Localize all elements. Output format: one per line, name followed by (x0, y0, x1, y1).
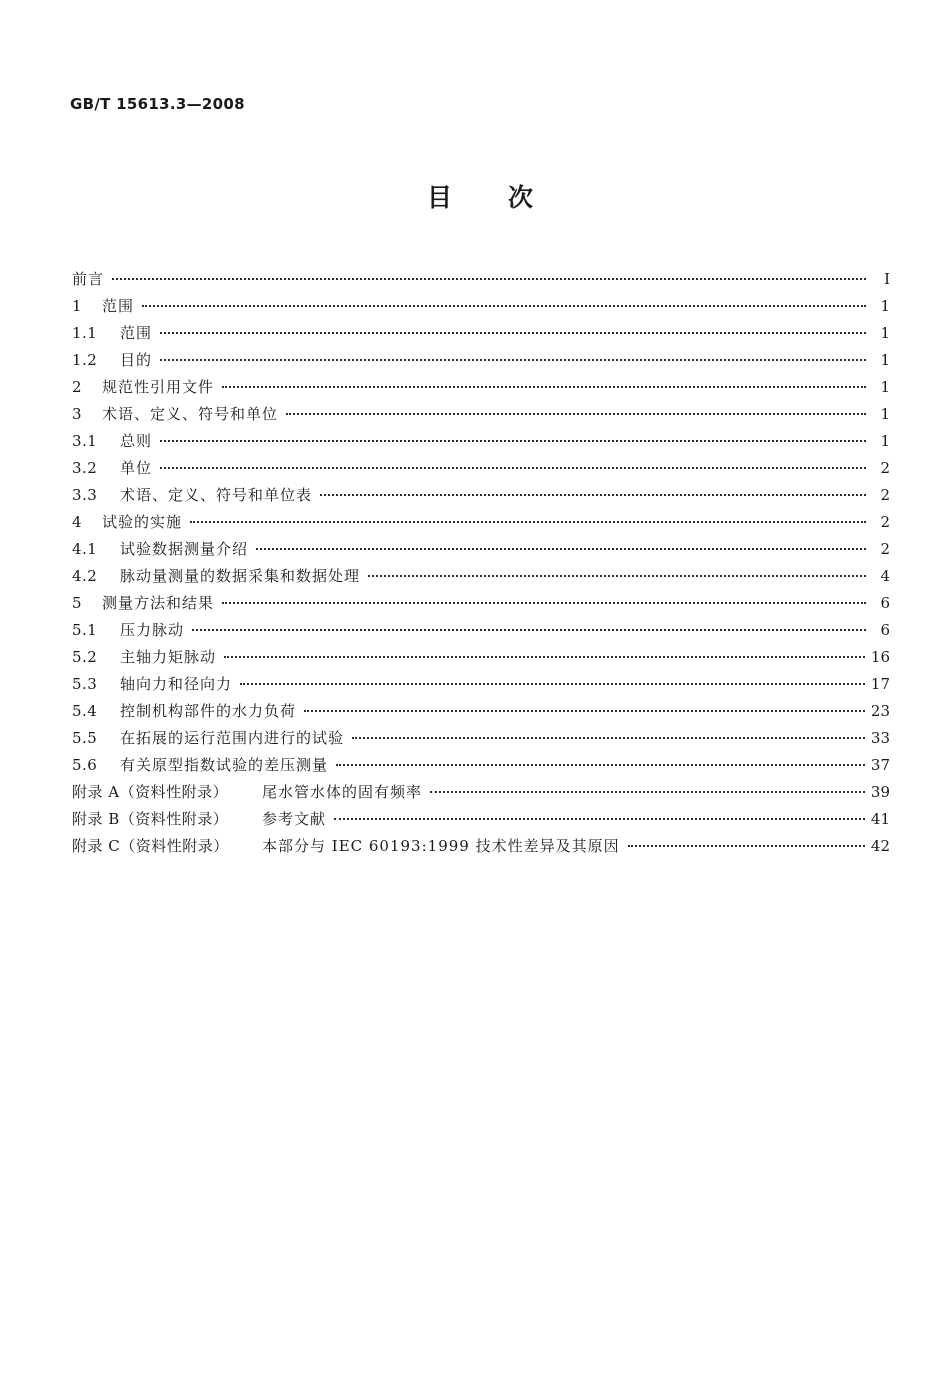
toc-section-number: 5.5 (72, 729, 98, 747)
toc-entry-title: 控制机构部件的水力负荷 (120, 702, 297, 720)
leader-dots (368, 575, 866, 577)
toc-entry-title: 术语、定义、符号和单位 (102, 405, 279, 423)
toc-entry-3-2[interactable] (72, 455, 890, 482)
toc-entry-title: 本部分与 IEC 60193:1999 技术性差异及其原因 (262, 837, 620, 855)
leader-dots (222, 602, 866, 604)
toc-entry-title: 试验的实施 (102, 513, 183, 531)
leader-dots (160, 440, 866, 442)
toc-entry-title: 试验数据测量介绍 (120, 540, 249, 558)
leader-dots (430, 791, 865, 793)
toc-page-number: 2 (880, 459, 890, 477)
toc-page-number: 17 (870, 675, 890, 693)
toc-entry-title: 目的 (120, 351, 153, 369)
toc-entry-title: 总则 (120, 432, 153, 450)
leader-dots (160, 359, 866, 361)
toc-entry-4-2[interactable] (72, 563, 890, 590)
toc-section-number: 3.3 (72, 486, 98, 504)
toc-page-number: 1 (880, 297, 890, 315)
toc-section-number: 4.1 (72, 540, 98, 558)
toc-page-number: 16 (870, 648, 890, 666)
toc-entry-4[interactable] (72, 509, 890, 536)
toc-entry-5-3[interactable] (72, 671, 890, 698)
toc-entry-3-1[interactable] (72, 428, 890, 455)
leader-dots (286, 413, 866, 415)
toc-entry-title: 压力脉动 (120, 621, 185, 639)
toc-entry-title: 轴向力和径向力 (120, 675, 233, 693)
toc-entry-title: 术语、定义、符号和单位表 (120, 486, 313, 504)
leader-dots (320, 494, 866, 496)
toc-section-number: 3 (72, 405, 83, 423)
toc-entry-title: 规范性引用文件 (102, 378, 215, 396)
toc-page-number: 33 (870, 729, 890, 747)
toc-entry-title: 主轴力矩脉动 (120, 648, 217, 666)
toc-entry-title: 参考文献 (262, 810, 327, 828)
toc-section-number: 1 (72, 297, 83, 315)
toc-page-number: 1 (880, 432, 890, 450)
toc-entry-1-1[interactable] (72, 320, 890, 347)
page-title-char-2: 次 (508, 183, 534, 212)
toc-page-number: 41 (870, 810, 890, 828)
toc-page-number: 2 (880, 513, 890, 531)
leader-dots (628, 845, 865, 847)
toc-page-number: 1 (880, 405, 890, 423)
toc-entry-title: 单位 (120, 459, 153, 477)
toc-section-number: 1.2 (72, 351, 98, 369)
leader-dots (256, 548, 866, 550)
toc-annex-label: 附录 B（资料性附录） (72, 810, 229, 828)
toc-entry-3[interactable] (72, 401, 890, 428)
toc-page-number: 2 (880, 540, 890, 558)
toc-page-number: 4 (880, 567, 890, 585)
toc-entry-5-1[interactable] (72, 617, 890, 644)
leader-dots (190, 521, 866, 523)
leader-dots (222, 386, 866, 388)
toc-section-number: 1.1 (72, 324, 98, 342)
leader-dots (142, 305, 866, 307)
toc-section-number: 5.2 (72, 648, 98, 666)
toc-entry-title: 范围 (102, 297, 135, 315)
toc-page-number: 39 (870, 783, 890, 801)
toc-page-number: 1 (880, 324, 890, 342)
toc-entry-5-6[interactable] (72, 752, 890, 779)
toc-entry-title: 范围 (120, 324, 153, 342)
toc-annex-label: 附录 C（资料性附录） (72, 837, 229, 855)
toc-section-number: 5.6 (72, 756, 98, 774)
toc-section-number: 3.2 (72, 459, 98, 477)
toc-entry-foreword[interactable] (72, 266, 890, 293)
toc-entry-1-2[interactable] (72, 347, 890, 374)
toc-annex-label: 附录 A（资料性附录） (72, 783, 229, 801)
toc-section-number: 4 (72, 513, 83, 531)
toc-entry-3-3[interactable] (72, 482, 890, 509)
toc-page-number: 2 (880, 486, 890, 504)
toc-page-number: 42 (870, 837, 890, 855)
toc-entry-5[interactable] (72, 590, 890, 617)
table-of-contents (72, 266, 890, 860)
toc-entry-title: 尾水管水体的固有频率 (262, 783, 423, 801)
toc-entry-1[interactable] (72, 293, 890, 320)
standard-number: GB/T 15613.3—2008 (70, 95, 245, 113)
toc-page-number: 37 (870, 756, 890, 774)
toc-entry-title: 在拓展的运行范围内进行的试验 (120, 729, 345, 747)
leader-dots (334, 818, 865, 820)
toc-page-number: 6 (880, 621, 890, 639)
leader-dots (192, 629, 866, 631)
toc-entry-5-2[interactable] (72, 644, 890, 671)
toc-page-number: 23 (870, 702, 890, 720)
toc-entry-4-1[interactable] (72, 536, 890, 563)
toc-section-number: 5 (72, 594, 83, 612)
toc-section-number: 3.1 (72, 432, 98, 450)
page-title-char-1: 目 (427, 183, 453, 212)
toc-entry-title: 有关原型指数试验的差压测量 (120, 756, 329, 774)
toc-entry-5-5[interactable] (72, 725, 890, 752)
toc-section-number: 5.4 (72, 702, 98, 720)
leader-dots (160, 332, 866, 334)
leader-dots (240, 683, 865, 685)
toc-entry-title: 前言 (72, 270, 105, 288)
toc-entry-5-4[interactable] (72, 698, 890, 725)
page-title (0, 180, 950, 216)
toc-entry-title: 测量方法和结果 (102, 594, 215, 612)
toc-page-number: Ⅰ (884, 270, 890, 288)
toc-section-number: 5.3 (72, 675, 98, 693)
leader-dots (304, 710, 865, 712)
toc-entry-2[interactable] (72, 374, 890, 401)
toc-entry-title: 脉动量测量的数据采集和数据处理 (120, 567, 361, 585)
toc-entry-annex-c[interactable] (72, 833, 890, 860)
toc-section-number: 5.1 (72, 621, 98, 639)
toc-entry-annex-a[interactable] (72, 779, 890, 806)
leader-dots (112, 278, 866, 280)
toc-page-number: 1 (880, 351, 890, 369)
leader-dots (336, 764, 865, 766)
toc-page-number: 1 (880, 378, 890, 396)
leader-dots (224, 656, 865, 658)
toc-section-number: 2 (72, 378, 83, 396)
toc-entry-annex-b[interactable] (72, 806, 890, 833)
leader-dots (352, 737, 865, 739)
toc-page-number: 6 (880, 594, 890, 612)
toc-section-number: 4.2 (72, 567, 98, 585)
leader-dots (160, 467, 866, 469)
